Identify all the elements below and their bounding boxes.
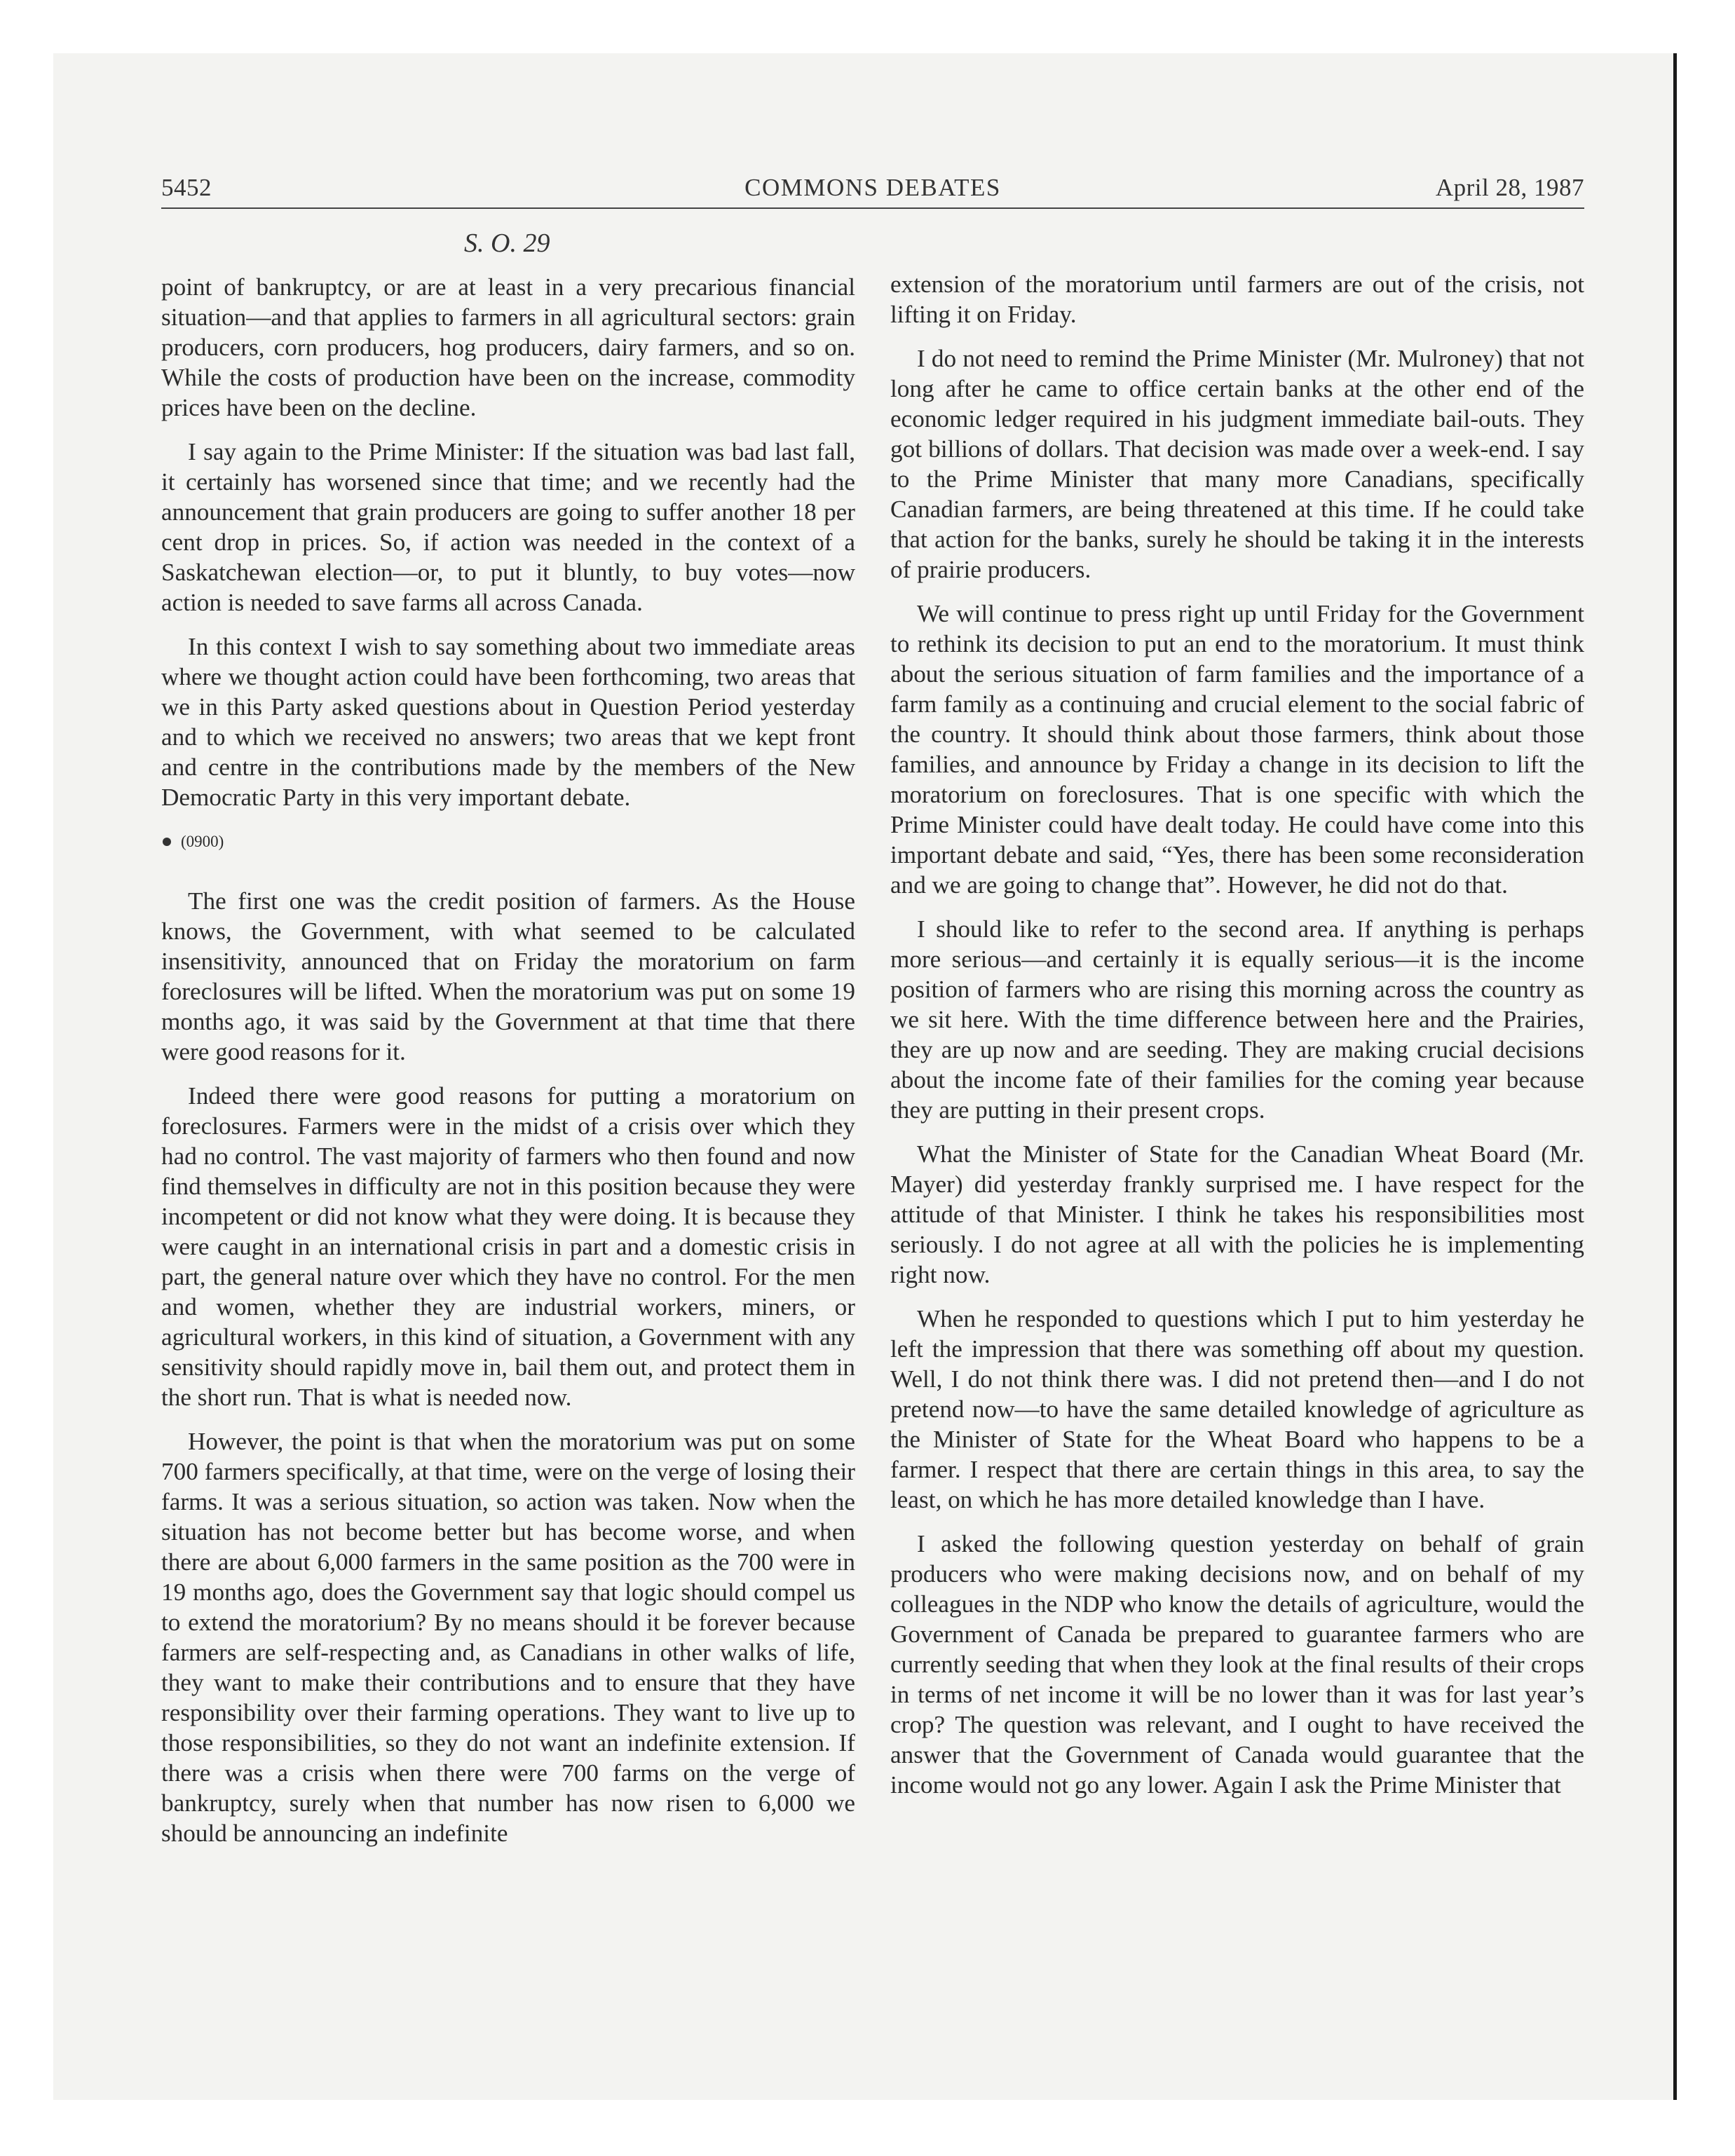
right-column bbox=[890, 269, 1584, 1814]
sitting-date: April 28, 1987 bbox=[1435, 174, 1584, 201]
time-marker-label: (0900) bbox=[181, 833, 224, 850]
bullet-icon bbox=[163, 838, 171, 846]
standing-order-marker: S. O. 29 bbox=[464, 228, 550, 258]
paragraph: What the Minister of State for the Canadian Wheat Board (Mr. Mayer) did yesterday frankly surprised me. I have respect for the attitude of that Minister. I think he takes his responsibilities most seriously. I do not agree at all with the policies he is implementing right now. bbox=[890, 1140, 1584, 1288]
paragraph: I do not need to remind the Prime Minister (Mr. Mulroney) that not long after he came to office certain banks at the other end of the economic ledger required in his judgment immediate bail-outs. They got billions of dollars. That decision was made over a week-end. I say to the Prime Minister that many more Canadians, specifically Canadian farmers, are being threatened at this time. If he could take that action for the banks, surely he should be taking it in the interests of prairie producers. bbox=[890, 345, 1584, 583]
paragraph: I say again to the Prime Minister: If the situation was bad last fall, it certainly has worsened since that time; and we recently had the announcement that grain producers are going to suffer another 18 per cent drop in prices. So, if action was needed in the context of a Saskatchewan election—or, to put it bluntly, to buy votes—now action is needed to save farms all across Canada. bbox=[161, 438, 855, 616]
paragraph: extension of the moratorium until farmers are out of the crisis, not lifting it on Friday. bbox=[890, 271, 1584, 328]
paragraph: point of bankruptcy, or are at least in a very precarious financial situation—and that applies to farmers in all agricultural sectors: grain producers, corn producers, hog producers, dairy farmers, and so on. While the costs of production have been on the increase, commodity prices have been on the decline. bbox=[161, 273, 855, 421]
paragraph: When he responded to questions which I put to him yesterday he left the impression that there was something off about my question. Well, I do not think there was. I did not pretend then—and I do not pretend now—to have the same detailed knowledge of agriculture as the Minister of State for the Wheat Board who happens to be a farmer. I respect that there are certain things in this area, to say the least, on which he has more detailed knowledge than I have. bbox=[890, 1305, 1584, 1513]
publication-title: COMMONS DEBATES bbox=[744, 174, 1001, 201]
paragraph: Indeed there were good reasons for putting a moratorium on foreclosures. Farmers were in the midst of a crisis over which they had no control. The vast majority of farmers who then found and now find themselves in difficulty are not in this position because they were incompetent or did not know what they were doing. It is because they were caught in an international crisis in part and a domestic crisis in part, the general nature over which they have no control. For the men and women, whether they are industrial workers, miners, or agricultural workers, in this kind of situation, a Government with any sensitivity should rapidly move in, bail them out, and protect them in the short run. That is what is needed now. bbox=[161, 1082, 855, 1411]
left-column bbox=[161, 272, 855, 1862]
header-divider bbox=[161, 207, 1584, 209]
page-number: 5452 bbox=[161, 174, 212, 201]
running-header bbox=[161, 174, 1584, 209]
page-edge-rule bbox=[1673, 53, 1677, 2100]
paragraph: We will continue to press right up until Friday for the Government to rethink its decision to put an end to the moratorium. It must think about the serious situation of farm families and the importance of a farm family as a continuing and crucial element to the social fabric of the country. It should think about those farmers, think about those families, and announce by Friday a change in its decision to lift the moratorium on foreclosures. That is one specific with which the Prime Minister could have dealt today. He could have come into this important debate and said, “Yes, there has been some reconsideration and we are going to change that”. However, he did not do that. bbox=[890, 600, 1584, 899]
paragraph: I asked the following question yesterday on behalf of grain producers who were making decisions now, and on behalf of my colleagues in the NDP who know the details of agriculture, would the Government of Canada be prepared to guarantee farmers who are currently seeding that when they look at the final results of their crops in terms of net income it will be no lower than it was for last year’s crop? The question was relevant, and I ought to have received the answer that the Government of Canada would guarantee that the income would not go any lower. Again I ask the Prime Minister that bbox=[890, 1530, 1584, 1799]
paragraph: In this context I wish to say something about two immediate areas where we thought action could have been forthcoming, two areas that we in this Party asked questions about in Question Period yesterday and to which we received no answers; two areas that we kept front and centre in the contributions made by the members of the New Democratic Party in this very important debate. bbox=[161, 633, 855, 811]
paragraph: I should like to refer to the second area. If anything is perhaps more serious—and certainly it is equally serious—it is the income position of farmers who are rising this morning across the country as we sit here. With the time difference between here and the Prairies, they are up now and are seeding. They are making crucial decisions about the income fate of their families for the coming year because they are putting in their present crops. bbox=[890, 915, 1584, 1124]
time-marker bbox=[161, 826, 855, 857]
paragraph: However, the point is that when the moratorium was put on some 700 farmers specifically, at that time, were on the verge of losing their farms. It was a serious situation, so action was taken. Now when the situation has not become better but has become worse, and when there are about 6,000 farmers in the same position as the 700 were in 19 months ago, does the Government say that logic should compel us to extend the moratorium? By no means should it be forever because farmers are self-respecting and, as Canadians in other walks of life, they want to make their contributions and to ensure that they have responsibility over their farming operations. They want to live up to those responsibilities, so they do not want an indefinite extension. If there was a crisis when there were 700 farms on the verge of bankruptcy, surely when that number has now risen to 6,000 we should be announcing an indefinite bbox=[161, 1428, 855, 1847]
paragraph: The first one was the credit position of farmers. As the House knows, the Government, with what seemed to be calculated insensitivity, announced that on Friday the moratorium on farm foreclosures will be lifted. When the moratorium was put on some 19 months ago, it was said by the Government at that time that there were good reasons for it. bbox=[161, 887, 855, 1065]
